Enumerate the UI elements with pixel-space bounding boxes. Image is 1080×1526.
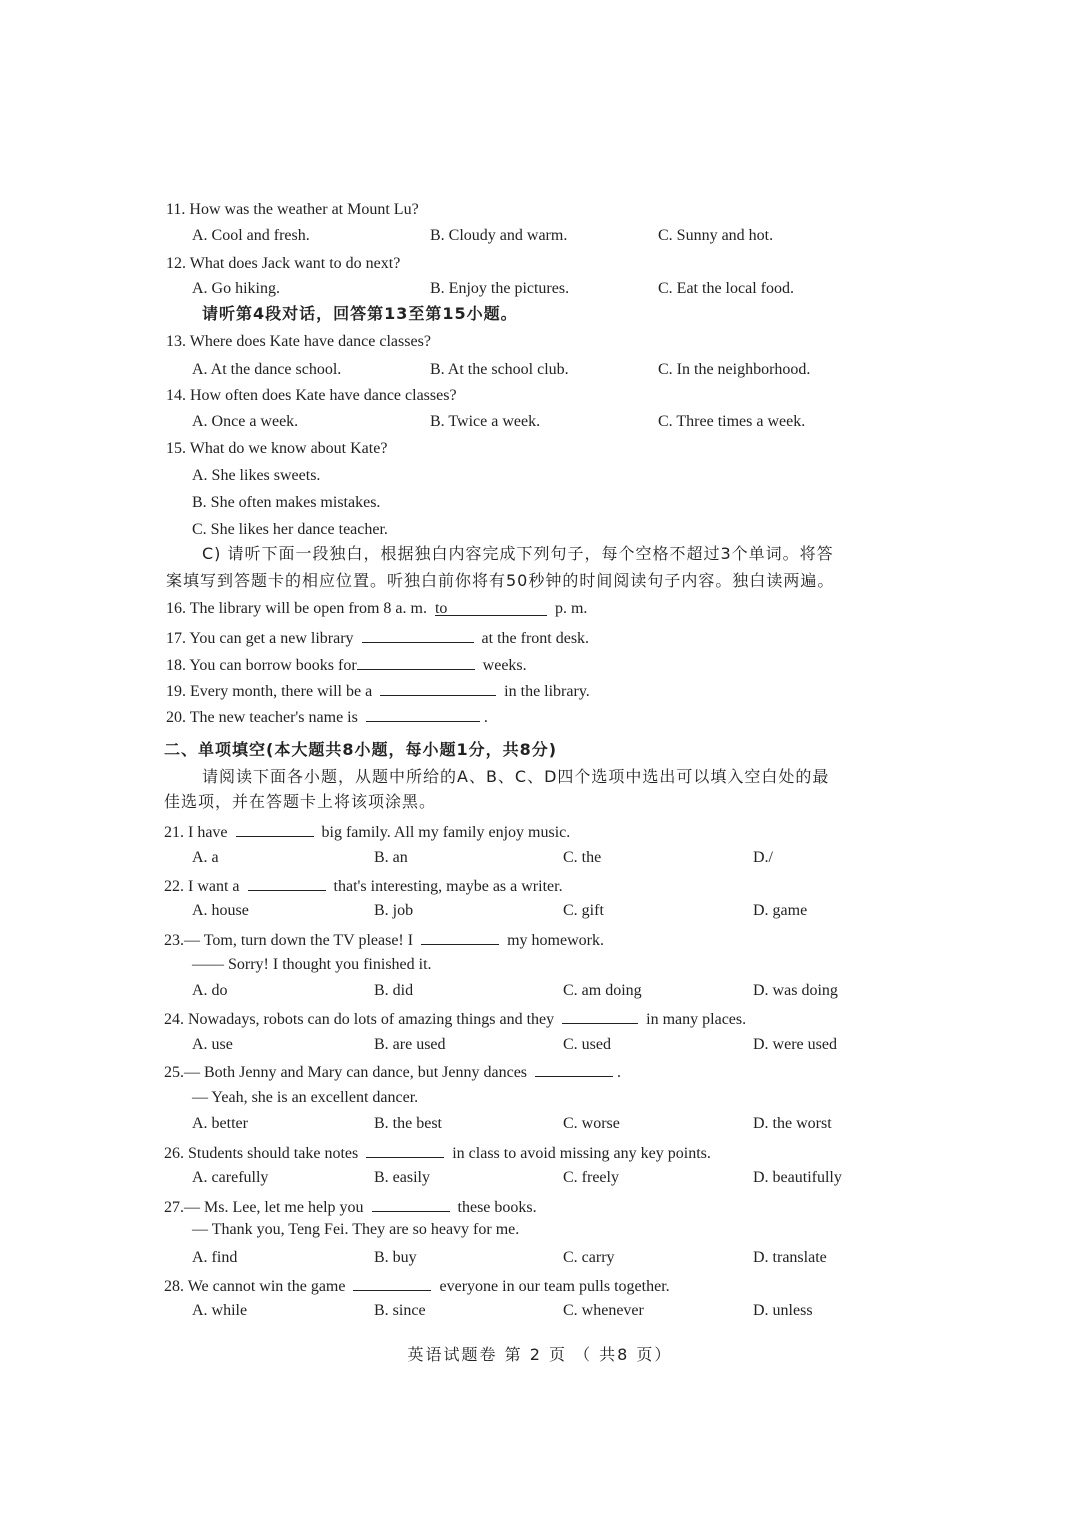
q23-option-d: D. was doing xyxy=(753,982,838,999)
q25-option-c: C. worse xyxy=(563,1115,620,1132)
question-11-stem: 11. How was the weather at Mount Lu? xyxy=(166,201,419,218)
section-2-title: 二、单项填空(本大题共8小题，每小题1分，共8分) xyxy=(164,740,558,759)
q25-option-d: D. the worst xyxy=(753,1115,832,1132)
q26-option-c: C. freely xyxy=(563,1169,619,1186)
q14-option-c: C. Three times a week. xyxy=(658,413,806,430)
question-19 xyxy=(166,679,590,702)
q22-option-a: A. house xyxy=(192,902,249,919)
q20-text-end: . xyxy=(483,709,488,726)
q11-option-b: B. Cloudy and warm. xyxy=(430,227,568,244)
q14-option-a: A. Once a week. xyxy=(192,413,299,430)
q19-blank xyxy=(380,679,496,696)
q27-option-c: C. carry xyxy=(563,1249,615,1266)
q25-blank xyxy=(535,1060,613,1077)
section-4-instruction: 请听第4段对话，回答第13至第15小题。 xyxy=(202,304,518,323)
q26-option-a: A. carefully xyxy=(192,1169,269,1186)
q25-option-a: A. better xyxy=(192,1115,248,1132)
q12-option-c: C. Eat the local food. xyxy=(658,280,794,297)
q12-option-a: A. Go hiking. xyxy=(192,280,280,297)
q20-text: 20. The new teacher's name is xyxy=(166,709,358,726)
q11-option-c: C. Sunny and hot. xyxy=(658,227,774,244)
q21-option-c: C. the xyxy=(563,849,602,866)
q15-option-c: C. She likes her dance teacher. xyxy=(192,521,388,538)
q23-option-c: C. am doing xyxy=(563,982,642,999)
question-24: 24. Nowadays, robots can do lots of amazing things and they in many places. xyxy=(164,1007,746,1030)
q24-option-d: D. were used xyxy=(753,1036,837,1053)
q15-option-b: B. She often makes mistakes. xyxy=(192,494,381,511)
question-28: 28. We cannot win the game everyone in our team pulls together. xyxy=(164,1274,670,1297)
question-14-stem: 14. How often does Kate have dance classes? xyxy=(166,387,457,404)
q16-text: 16. The library will be open from 8 a. m. xyxy=(166,600,427,617)
q21-option-b: B. an xyxy=(374,849,408,866)
q27-option-a: A. find xyxy=(192,1249,238,1266)
question-16 xyxy=(166,599,587,619)
question-12-stem: 12. What does Jack want to do next? xyxy=(166,255,401,272)
q23-reply: —— Sorry! I thought you finished it. xyxy=(192,956,432,973)
q25-option-b: B. the best xyxy=(374,1115,442,1132)
question-20 xyxy=(166,705,488,728)
q28-option-a: A. while xyxy=(192,1302,248,1319)
q21-option-a: A. a xyxy=(192,849,219,866)
q18-text: 18. You can borrow books for xyxy=(166,657,357,674)
q28-blank xyxy=(353,1274,431,1291)
q25-reply: — Yeah, she is an excellent dancer. xyxy=(192,1089,419,1106)
q18-blank xyxy=(357,653,475,670)
q13-option-b: B. At the school club. xyxy=(430,361,569,378)
q13-option-c: C. In the neighborhood. xyxy=(658,361,811,378)
question-21: 21. I have big family. All my family enjoy music. xyxy=(164,820,570,843)
q19-text: 19. Every month, there will be a xyxy=(166,683,373,700)
q27-option-b: B. buy xyxy=(374,1249,417,1266)
q15-option-a: A. She likes sweets. xyxy=(192,467,321,484)
q26-blank xyxy=(366,1141,444,1158)
section-2-instruction-line-1: 请阅读下面各小题，从题中所给的A、B、C、D四个选项中选出可以填入空白处的最 xyxy=(202,767,830,786)
question-15-stem: 15. What do we know about Kate? xyxy=(166,440,388,457)
q16-blank: to xyxy=(435,599,547,616)
q28-option-b: B. since xyxy=(374,1302,426,1319)
question-25: 25.— Both Jenny and Mary can dance, but Jenny dances . xyxy=(164,1060,621,1083)
q17-blank xyxy=(362,626,474,643)
q13-option-a: A. At the dance school. xyxy=(192,361,342,378)
q12-option-b: B. Enjoy the pictures. xyxy=(430,280,570,297)
page-footer: 英语试题卷 第 2 页 （ 共8 页） xyxy=(407,1345,673,1364)
q23-blank xyxy=(421,928,499,945)
q24-blank xyxy=(562,1007,638,1024)
q24-option-c: C. used xyxy=(563,1036,611,1053)
q20-blank xyxy=(366,705,480,722)
q22-option-b: B. job xyxy=(374,902,414,919)
question-22: 22. I want a that's interesting, maybe as a writer. xyxy=(164,874,563,897)
q11-option-a: A. Cool and fresh. xyxy=(192,227,310,244)
q22-option-d: D. game xyxy=(753,902,808,919)
q17-text: 17. You can get a new library xyxy=(166,630,354,647)
q26-option-b: B. easily xyxy=(374,1169,430,1186)
q21-blank xyxy=(236,820,314,837)
q19-text-end: in the library. xyxy=(504,683,590,700)
part-c-instruction-line-2: 案填写到答题卡的相应位置。听独白前你将有50秒钟的时间阅读句子内容。独白读两遍。 xyxy=(166,571,835,590)
q18-text-end: weeks. xyxy=(482,657,527,674)
q23-option-a: A. do xyxy=(192,982,228,999)
q23-option-b: B. did xyxy=(374,982,414,999)
q22-blank xyxy=(248,874,326,891)
q24-option-a: A. use xyxy=(192,1036,233,1053)
question-13-stem: 13. Where does Kate have dance classes? xyxy=(166,333,431,350)
q28-option-c: C. whenever xyxy=(563,1302,644,1319)
part-c-instruction-line-1: C) 请听下面一段独白，根据独白内容完成下列句子，每个空格不超过3个单词。将答 xyxy=(202,544,834,563)
q17-text-end: at the front desk. xyxy=(481,630,590,647)
q14-option-b: B. Twice a week. xyxy=(430,413,541,430)
q21-option-d: D./ xyxy=(753,849,773,866)
question-23: 23.— Tom, turn down the TV please! I my homework. xyxy=(164,928,604,951)
q27-option-d: D. translate xyxy=(753,1249,827,1266)
q28-option-d: D. unless xyxy=(753,1302,813,1319)
q22-option-c: C. gift xyxy=(563,902,604,919)
question-26: 26. Students should take notes in class to avoid missing any key points. xyxy=(164,1141,711,1164)
question-17 xyxy=(166,626,589,649)
q24-option-b: B. are used xyxy=(374,1036,446,1053)
q27-blank xyxy=(372,1195,450,1212)
q26-option-d: D. beautifully xyxy=(753,1169,842,1186)
section-2-instruction-line-2: 佳选项，并在答题卡上将该项涂黑。 xyxy=(164,792,437,811)
question-27: 27.— Ms. Lee, let me help you these books. xyxy=(164,1195,537,1218)
q27-reply: — Thank you, Teng Fei. They are so heavy for me. xyxy=(192,1221,520,1238)
q16-text-end: p. m. xyxy=(554,600,588,617)
question-18 xyxy=(166,653,527,676)
